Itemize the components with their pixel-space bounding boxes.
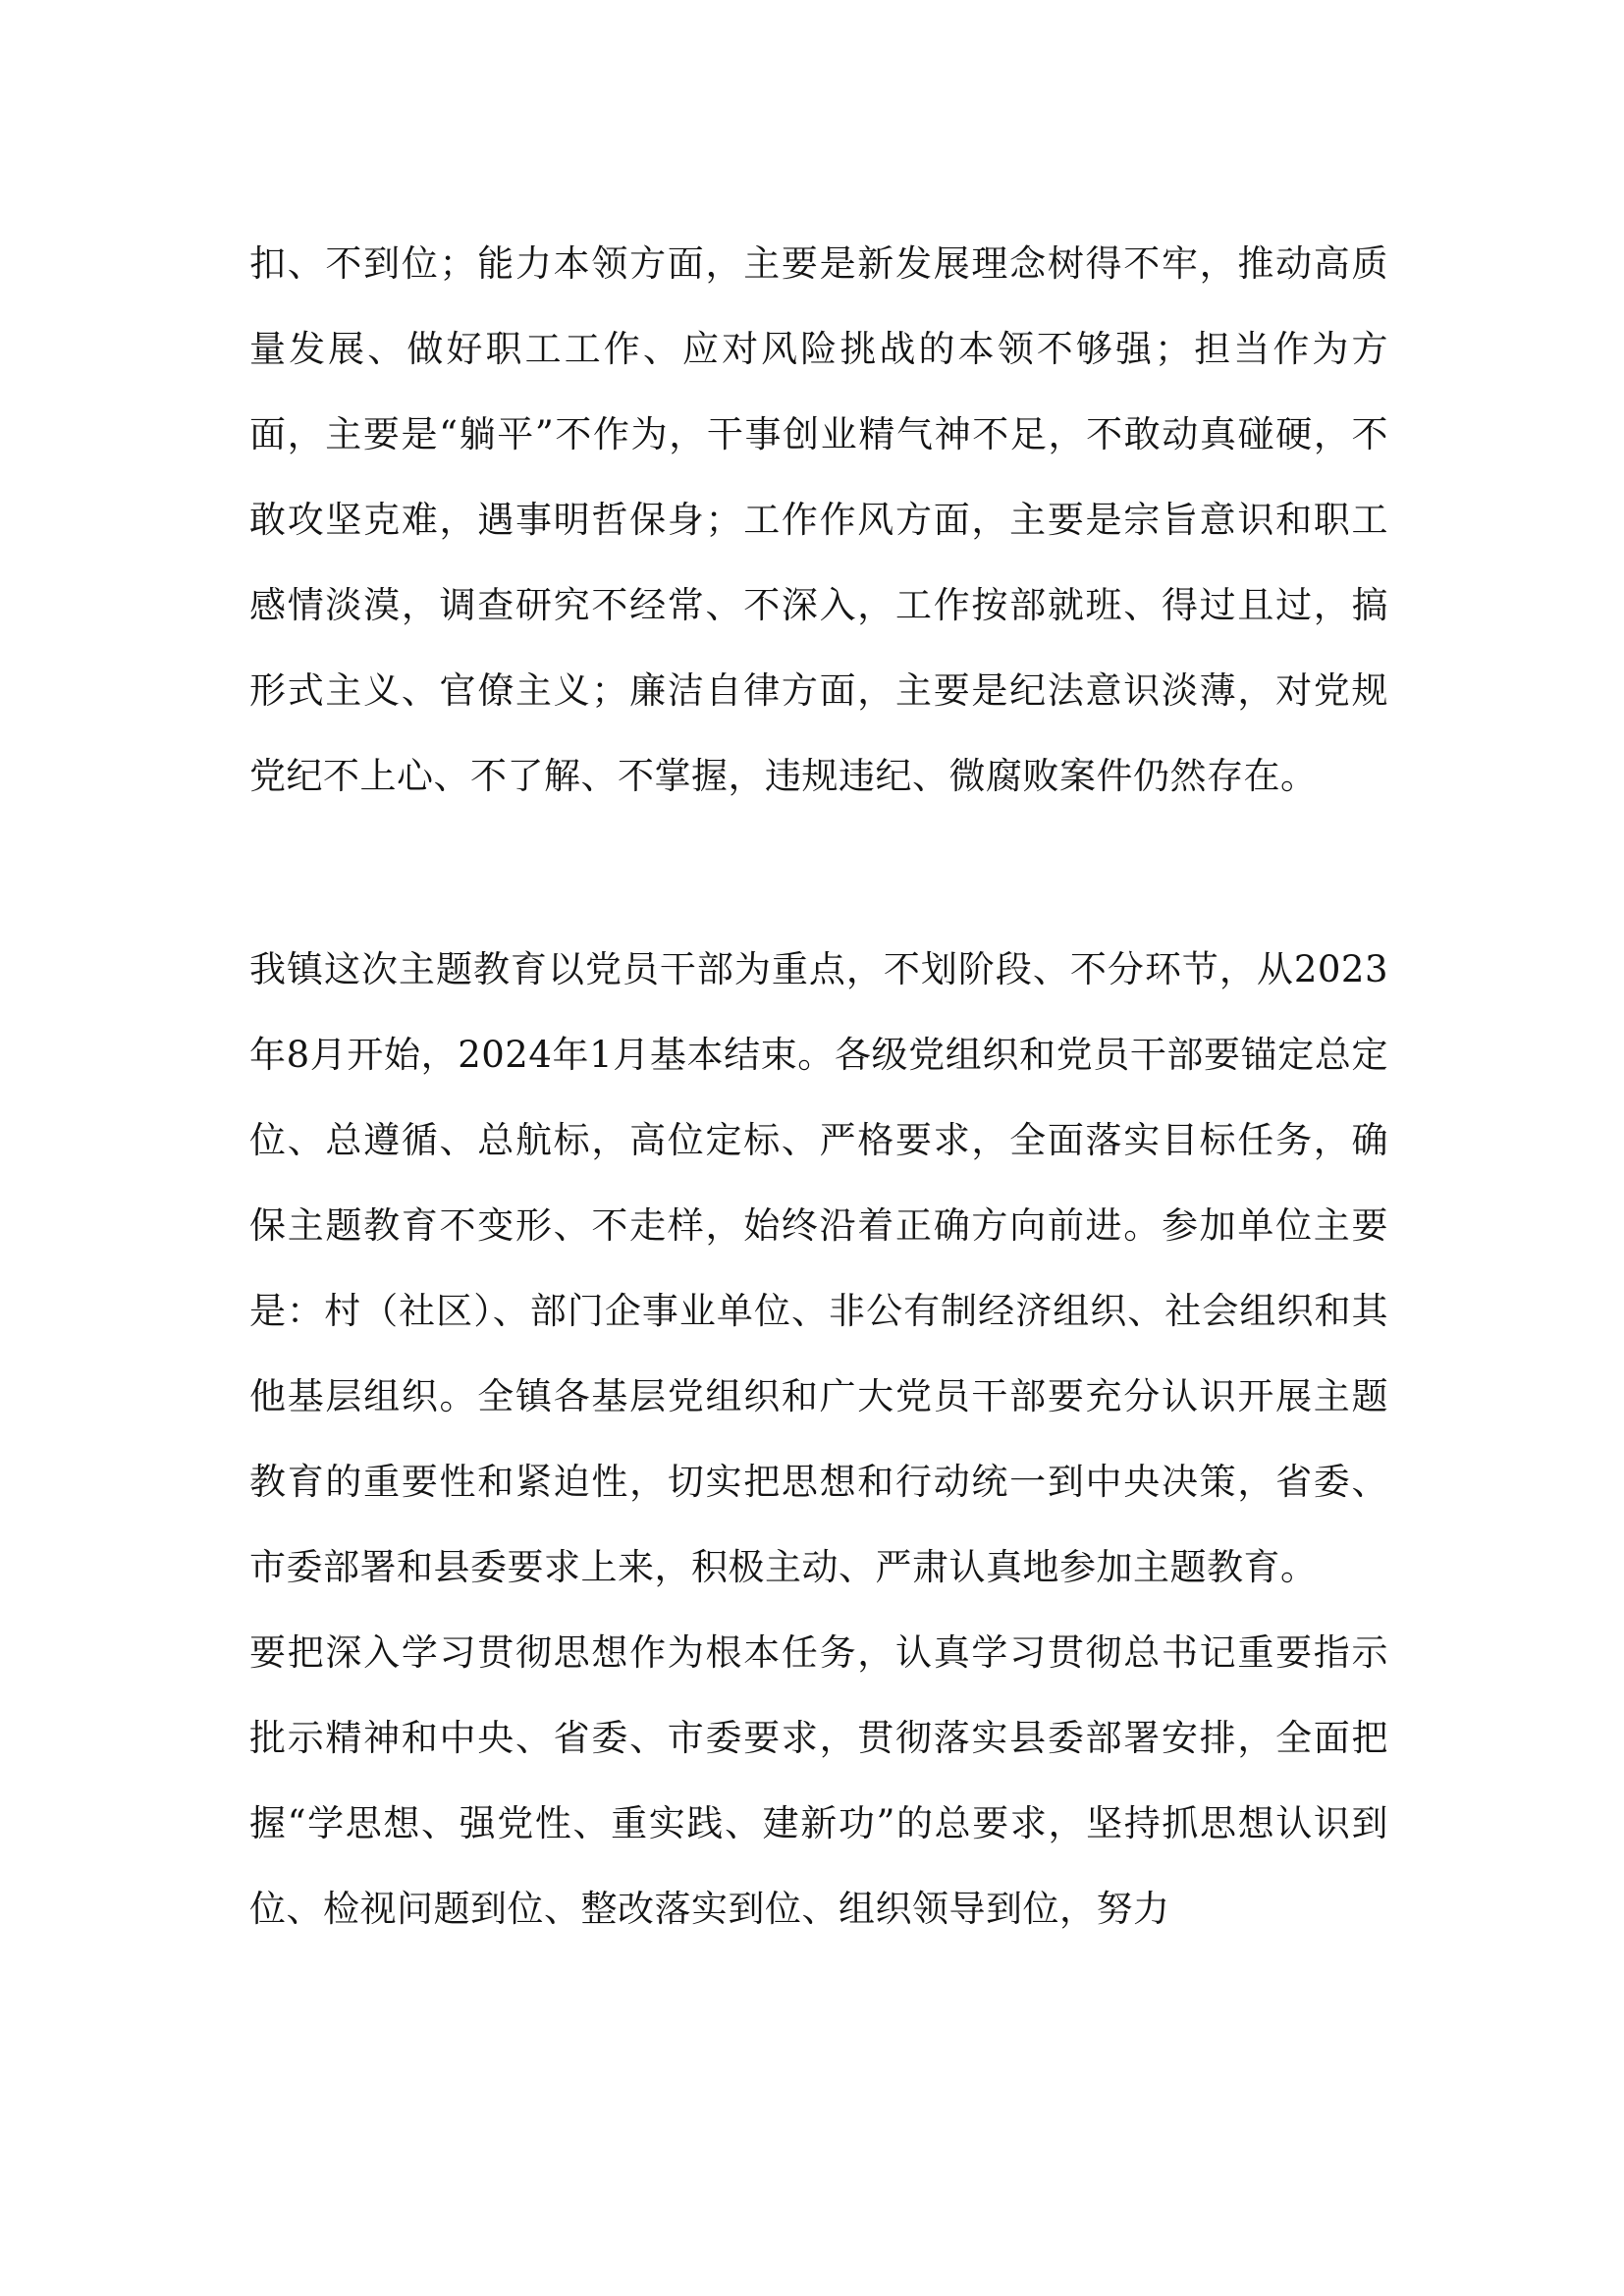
document-body	[249, 221, 1388, 1951]
paragraph-task: 要把深入学习贯彻思想作为根本任务，认真学习贯彻总书记重要指示批示精神和中央、省委、市委要求，贯彻落实县委部署安排，全面把握“学思想、强党性、重实践、建新功”的总要求，坚持抓思想认识到位、检视问题到位、整改落实到位、组织领导到位，努力	[249, 1631, 1388, 1930]
paragraph-spacer	[249, 819, 1388, 927]
paragraph-scope: 我镇这次主题教育以党员干部为重点，不划阶段、不分环节，从2023年8月开始，2024年1月基本结束。各级党组织和党员干部要锚定总定位、总遵循、总航标，高位定标、严格要求，全面落实目标任务，确保主题教育不变形、不走样，始终沿着正确方向前进。参加单位主要是：村（社区）、部门企事业单位、非公有制经济组织、社会组织和其他基层组织。全镇各基层党组织和广大党员干部要充分认识开展主题教育的重要性和紧迫性，切实把思想和行动统一到中央决策，省委、市委部署和县委要求上来，积极主动、严肃认真地参加主题教育。	[249, 948, 1388, 1588]
paragraph-problems: 扣、不到位；能力本领方面，主要是新发展理念树得不牢，推动高质量发展、做好职工工作、应对风险挑战的本领不够强；担当作为方面，主要是“躺平”不作为，干事创业精气神不足，不敢动真碰硬，不敢攻坚克难，遇事明哲保身；工作作风方面，主要是宗旨意识和职工感情淡漠，调查研究不经常、不深入，工作按部就班、得过且过，搞形式主义、官僚主义；廉洁自律方面，主要是纪法意识淡薄，对党规党纪不上心、不了解、不掌握，违规违纪、微腐败案件仍然存在。	[249, 242, 1388, 797]
